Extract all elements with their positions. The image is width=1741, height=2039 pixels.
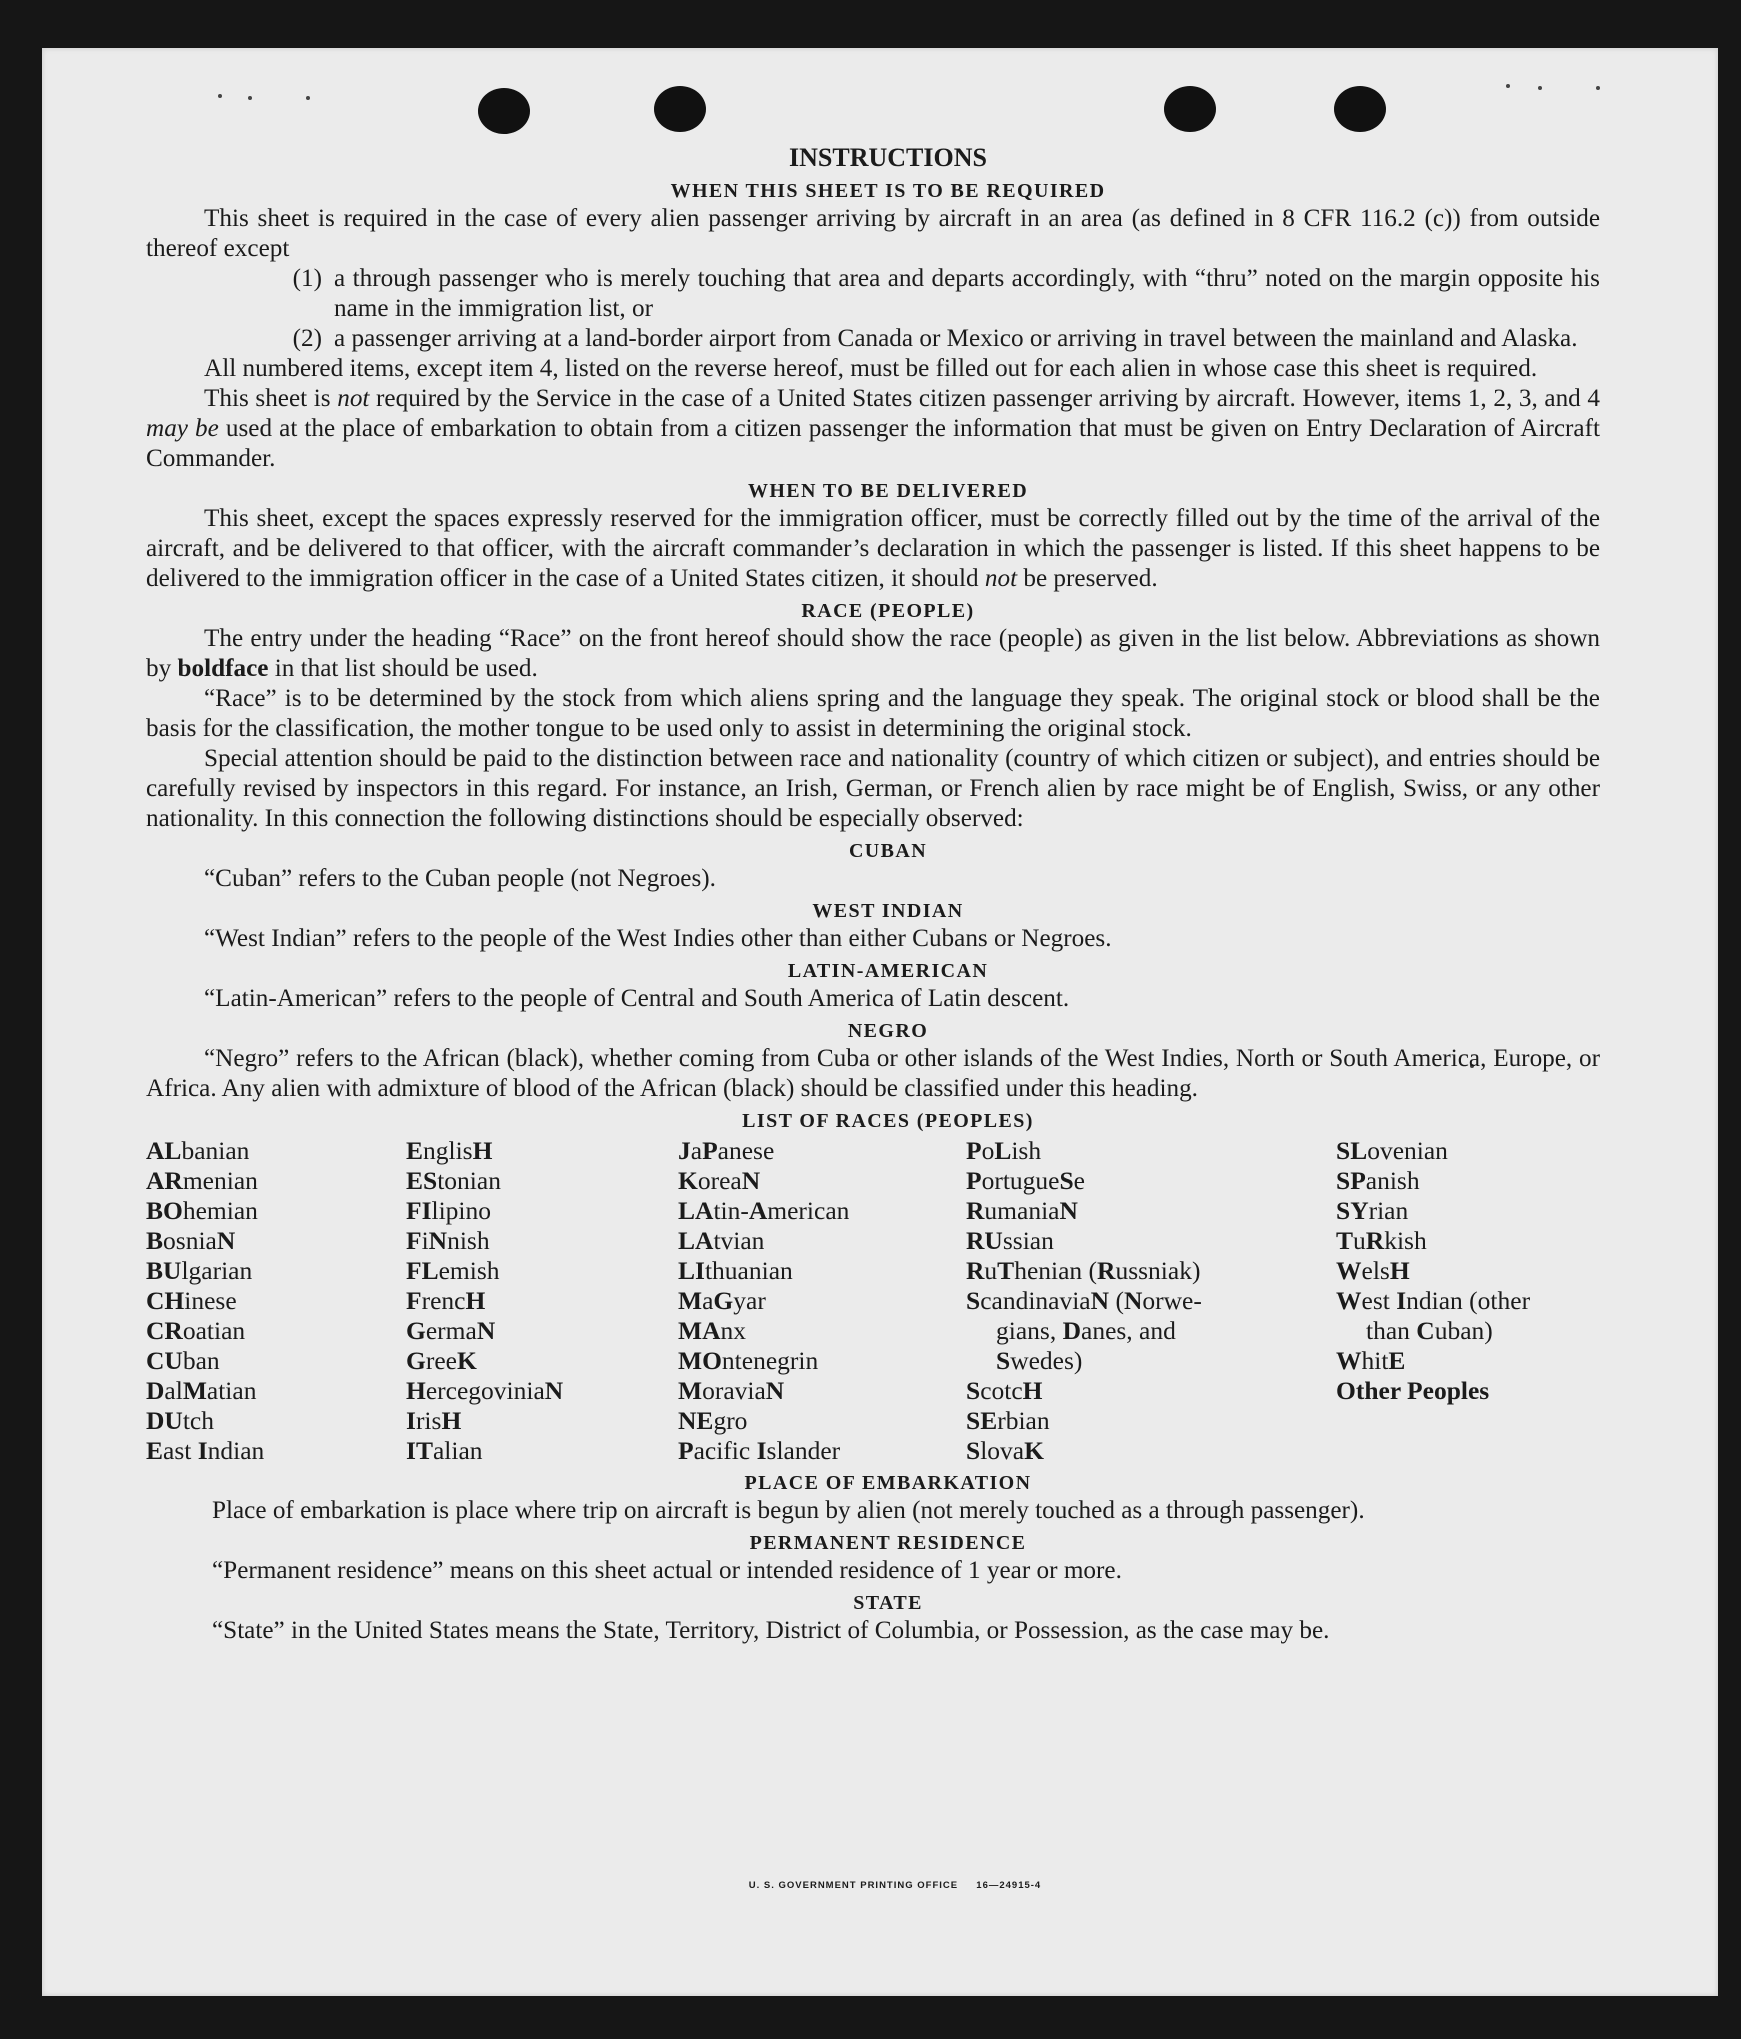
race-entry: CHinese xyxy=(146,1286,237,1315)
race-entry: TuRkish xyxy=(1336,1226,1427,1255)
paragraph: “Latin-American” refers to the people of Central and South America of Latin descent. xyxy=(204,985,1070,1012)
paragraph: Place of embarkation is place where trip on aircraft is begun by alien (not merely touched as a through passenger). xyxy=(212,1497,1365,1524)
emphasis: not xyxy=(984,565,1018,592)
race-entry: GermaN xyxy=(406,1316,496,1345)
race-entry: SPanish xyxy=(1336,1166,1420,1195)
text-run: This sheet, except the spaces expressly reserved for the immigration officer, must be correctly filled out by the time of the arrival of the aircraft, and be delivered to that officer, with the aircraft commander’s declaration in which the passenger is listed. If this sheet happens to be delivered to the immigration officer in the case of a United States citizen, it should xyxy=(146,505,1600,592)
race-entry: PoLish xyxy=(966,1136,1042,1165)
race-entry: Pacific Islander xyxy=(678,1436,841,1465)
text-run: used at the place of embarkation to obtain from a citizen passenger the information that must be given on Entry Declaration of Aircraft Commander. xyxy=(146,415,1600,472)
list-item xyxy=(146,324,1600,354)
heading-when-required: WHEN THIS SHEET IS TO BE REQUIRED xyxy=(670,180,1106,202)
text-run: required by the Service in the case of a United States citizen passenger arriving by aircraft. However, items 1, 2, 3, and 4 xyxy=(369,385,1600,412)
race-entry: BosniaN xyxy=(146,1226,236,1255)
text-run: be preserved. xyxy=(1017,565,1158,592)
race-entry: DalMatian xyxy=(146,1376,257,1405)
item-number: (1) xyxy=(292,265,322,292)
race-entry-continued: than Cuban) xyxy=(1366,1316,1493,1345)
speck xyxy=(1538,86,1542,90)
race-column xyxy=(146,1136,406,1466)
race-column xyxy=(966,1136,1336,1466)
race-list xyxy=(146,1136,1600,1466)
race-entry: SlovaK xyxy=(966,1436,1044,1465)
race-entry: BUlgarian xyxy=(146,1256,253,1285)
race-entry: ScandinaviaN (Norwe- xyxy=(966,1286,1202,1315)
item-text: a through passenger who is merely touching that area and departs accordingly, with “thru” noted on the margin opposite his name in the immigration list, or xyxy=(334,265,1600,322)
race-entry: LAtvian xyxy=(678,1226,765,1255)
document-page xyxy=(42,48,1718,1996)
text-run: in that list should be used. xyxy=(268,655,538,682)
race-entry: East Indian xyxy=(146,1436,265,1465)
instructions-content xyxy=(146,142,1600,1646)
emphasis: may be xyxy=(146,415,219,442)
race-entry: EStonian xyxy=(406,1166,501,1195)
race-entry: ScotcH xyxy=(966,1376,1043,1405)
race-column xyxy=(406,1136,678,1466)
race-entry: GreeK xyxy=(406,1346,477,1375)
race-entry: HercegoviniaN xyxy=(406,1376,564,1405)
heading-west-indian: WEST INDIAN xyxy=(812,900,964,922)
paragraph: “State” in the United States means the State, Territory, District of Columbia, or Possession, as the case may be. xyxy=(212,1617,1330,1644)
race-entry-continued: Swedes) xyxy=(996,1346,1083,1375)
race-entry: MaGyar xyxy=(678,1286,766,1315)
race-entry: MAnx xyxy=(678,1316,746,1345)
race-entry: Other Peoples xyxy=(1336,1376,1490,1405)
speck xyxy=(1596,86,1600,90)
race-entry: FiNnish xyxy=(406,1226,490,1255)
race-entry: CRoatian xyxy=(146,1316,246,1345)
race-entry: LAtin-American xyxy=(678,1196,850,1225)
race-entry: EnglisH xyxy=(406,1136,493,1165)
heading-embarkation: PLACE OF EMBARKATION xyxy=(744,1472,1032,1494)
paragraph xyxy=(146,384,1600,474)
race-entry: LIthuanian xyxy=(678,1256,793,1285)
heading-list-of-races: LIST OF RACES (PEOPLES) xyxy=(742,1110,1034,1132)
race-entry: IrisH xyxy=(406,1406,462,1435)
race-entry: RumaniaN xyxy=(966,1196,1078,1225)
race-entry: KoreaN xyxy=(678,1166,761,1195)
race-entry: NEgro xyxy=(678,1406,748,1435)
race-entry: WelsH xyxy=(1336,1256,1410,1285)
race-entry: SLovenian xyxy=(1336,1136,1448,1165)
heading-race: RACE (PEOPLE) xyxy=(801,600,975,622)
emphasis: not xyxy=(337,385,370,412)
race-entry: JaPanese xyxy=(678,1136,775,1165)
paragraph: “West Indian” refers to the people of the West Indies other than either Cubans or Negroes. xyxy=(204,925,1112,952)
race-entry: CUban xyxy=(146,1346,220,1375)
race-entry: BOhemian xyxy=(146,1196,258,1225)
race-entry: MoraviaN xyxy=(678,1376,785,1405)
page-title: INSTRUCTIONS xyxy=(789,143,987,172)
paragraph: All numbered items, except item 4, listed on the reverse hereof, must be filled out for each alien in whose case this sheet is required. xyxy=(204,355,1538,382)
race-entry: FIlipino xyxy=(406,1196,492,1225)
heading-permanent-residence: PERMANENT RESIDENCE xyxy=(749,1532,1027,1554)
list-item xyxy=(146,264,1600,324)
race-entry: ALbanian xyxy=(146,1136,250,1165)
heading-latin-american: LATIN-AMERICAN xyxy=(787,960,989,982)
race-entry-continued: gians, Danes, and xyxy=(996,1316,1176,1345)
text-run: The entry under the heading “Race” on the front hereof should show the race (people) as given in the list below. Abbreviations as shown by xyxy=(146,625,1600,682)
paragraph: “Negro” refers to the African (black), whether coming from Cuba or other islands of the West Indies, North or South America, Europe, or Africa. Any alien with admixture of blood of the African (black) should be classified under this heading. xyxy=(146,1045,1600,1102)
item-number: (2) xyxy=(292,325,322,352)
race-entry: WhitE xyxy=(1336,1346,1406,1375)
speck xyxy=(248,96,252,100)
paragraph xyxy=(146,624,1600,684)
punch-hole xyxy=(654,86,706,132)
paragraph: This sheet is required in the case of every alien passenger arriving by aircraft in an area (as defined in 8 CFR 116.2 (c)) from outside thereof except xyxy=(146,205,1600,262)
punch-hole xyxy=(1334,86,1386,132)
race-entry: SErbian xyxy=(966,1406,1050,1435)
punch-hole xyxy=(478,88,530,134)
heading-state: STATE xyxy=(853,1592,923,1614)
paragraph: “Race” is to be determined by the stock from which aliens spring and the language they speak. The original stock or blood shall be the basis for the classification, the mother tongue to be used only to assist in determining the original stock. xyxy=(146,685,1600,742)
punch-hole xyxy=(1164,86,1216,132)
race-entry: PortugueSe xyxy=(966,1166,1085,1195)
race-entry: MOntenegrin xyxy=(678,1346,819,1375)
heading-negro: NEGRO xyxy=(847,1020,929,1042)
speck xyxy=(1506,84,1510,88)
speck xyxy=(306,96,310,100)
race-column xyxy=(1336,1136,1596,1466)
race-entry: DUtch xyxy=(146,1406,214,1435)
paragraph: Special attention should be paid to the distinction between race and nationality (country of which citizen or subject), and entries should be carefully revised by inspectors in this regard. For instance, an Irish, German, or French alien by race might be of English, Swiss, or any other nationality. In this connection the following distinctions should be especially observed: xyxy=(146,745,1600,832)
race-entry: SYrian xyxy=(1336,1196,1409,1225)
race-entry: RUssian xyxy=(966,1226,1054,1255)
paragraph: “Permanent residence” means on this sheet actual or intended residence of 1 year or more. xyxy=(212,1557,1122,1584)
paragraph: “Cuban” refers to the Cuban people (not Negroes). xyxy=(204,865,716,892)
text-run: This sheet is xyxy=(204,385,338,412)
heading-cuban: CUBAN xyxy=(848,840,928,862)
race-entry: RuThenian (Russniak) xyxy=(966,1256,1201,1285)
heading-when-delivered: WHEN TO BE DELIVERED xyxy=(747,480,1029,502)
speck xyxy=(218,94,222,98)
item-text: a passenger arriving at a land-border airport from Canada or Mexico or arriving in travel between the mainland and Alaska. xyxy=(334,325,1578,352)
printer-imprint: U. S. GOVERNMENT PRINTING OFFICE 16—24915-4 xyxy=(748,1880,1042,1891)
race-entry: ITalian xyxy=(406,1436,483,1465)
paragraph xyxy=(146,504,1600,594)
race-entry: ARmenian xyxy=(146,1166,258,1195)
bold-text: boldface xyxy=(177,655,269,682)
race-entry: FLemish xyxy=(406,1256,500,1285)
race-column xyxy=(678,1136,966,1466)
race-entry: West Indian (other xyxy=(1336,1286,1531,1315)
race-entry: FrencH xyxy=(406,1286,486,1315)
